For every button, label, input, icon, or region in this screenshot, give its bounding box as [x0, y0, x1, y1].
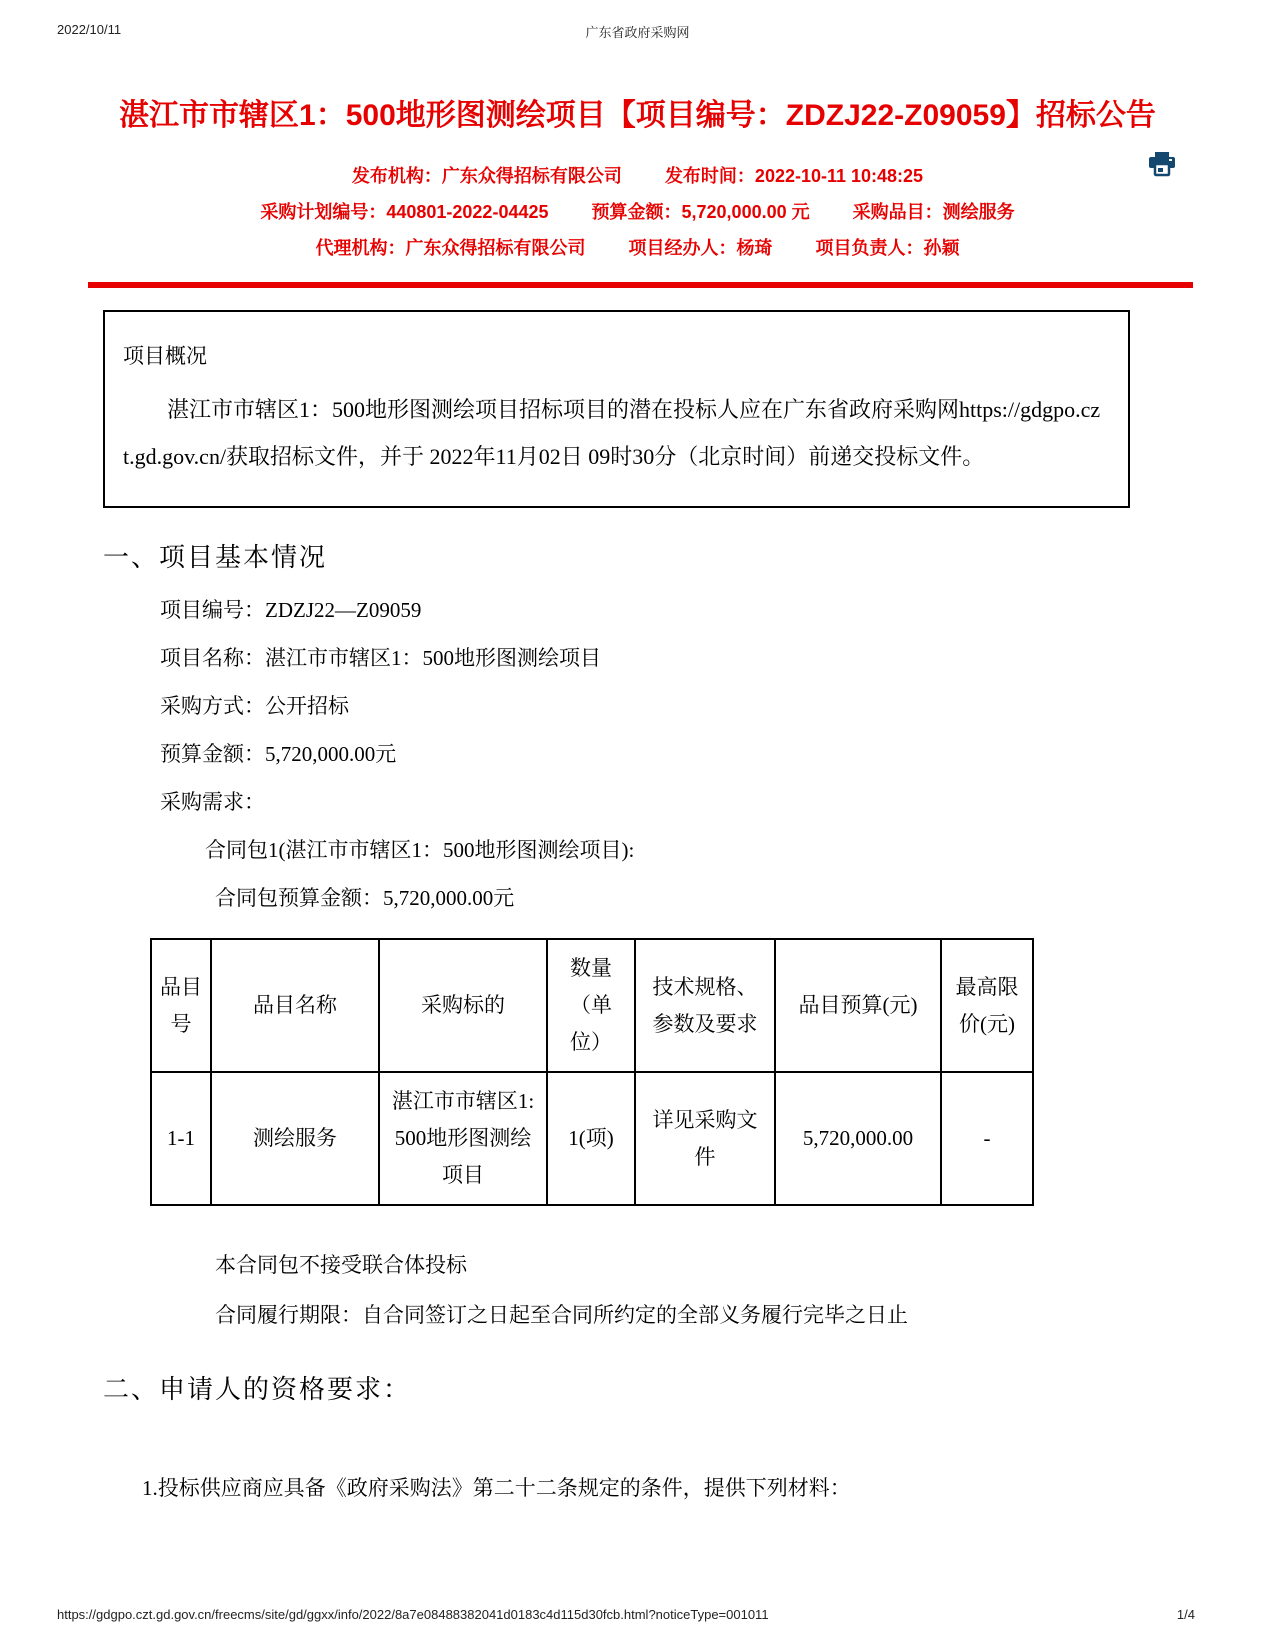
- note-no-consortium: 本合同包不接受联合体投标: [215, 1253, 467, 1277]
- meta-item: 发布时间：2022-10-11 10:48:25: [664, 166, 924, 186]
- table-header-cell: 数量（单位）: [547, 939, 635, 1072]
- printer-icon[interactable]: [1148, 151, 1176, 177]
- info-item-method: 采购方式：公开招标: [160, 694, 349, 718]
- table-cell-spec: 详见采购文件: [635, 1072, 775, 1205]
- info-item-project-name: 项目名称：湛江市市辖区1：500地形图测绘项目: [160, 646, 601, 670]
- basic-info-list: [0, 586, 1275, 922]
- table-header-row: [151, 939, 1033, 1072]
- table-header-cell: 品目名称: [211, 939, 379, 1072]
- table-cell-budget: 5,720,000.00: [775, 1072, 941, 1205]
- table-header-cell: 采购标的: [379, 939, 547, 1072]
- table-header-cell: 技术规格、参数及要求: [635, 939, 775, 1072]
- table-cell-max-price: -: [941, 1072, 1033, 1205]
- table-cell-item-name: 测绘服务: [211, 1072, 379, 1205]
- notice-meta: [0, 158, 1275, 266]
- table-header-cell: 品目预算(元): [775, 939, 941, 1072]
- table-cell-item-no: 1-1: [151, 1072, 211, 1205]
- info-item-budget: 预算金额：5,720,000.00元: [160, 742, 397, 766]
- section-heading-basic-info: 一、项目基本情况: [103, 543, 328, 572]
- table-cell-quantity: 1(项): [547, 1072, 635, 1205]
- page-number: 1/4: [1176, 1607, 1195, 1622]
- table-row: [151, 1072, 1033, 1205]
- footer-url: https://gdgpo.czt.gd.gov.cn/freecms/site/gd/ggxx/info/2022/8a7e08488382041d0183c4d115d30fcb.html?noticeType=001011: [57, 1607, 769, 1622]
- meta-line: [0, 230, 1275, 266]
- items-table: [150, 938, 1034, 1206]
- section-heading-qualification: 二、申请人的资格要求：: [103, 1375, 412, 1404]
- meta-item: 项目经办人：杨琦: [628, 238, 773, 258]
- overview-heading: 项目概况: [123, 344, 207, 368]
- meta-line: [0, 158, 1275, 194]
- info-item-project-no: 项目编号：ZDZJ22—Z09059: [160, 598, 422, 622]
- table-header-cell: 最高限价(元): [941, 939, 1033, 1072]
- meta-item: 采购计划编号：440801-2022-04425: [260, 202, 549, 222]
- meta-item: 预算金额：5,720,000.00 元: [591, 202, 810, 222]
- package-budget: 合同包预算金额：5,720,000.00元: [215, 886, 515, 910]
- notice-title: 湛江市市辖区1：500地形图测绘项目【项目编号：ZDZJ22-Z09059】招标公告: [119, 99, 1156, 132]
- red-divider: [88, 282, 1193, 288]
- meta-item: 项目负责人：孙颖: [815, 238, 960, 258]
- package-line: 合同包1(湛江市市辖区1：500地形图测绘项目):: [205, 838, 635, 862]
- meta-line: [0, 194, 1275, 230]
- overview-paragraph: 湛江市市辖区1：500地形图测绘项目招标项目的潜在投标人应在广东省政府采购网https://gdgpo.czt.gd.gov.cn/获取招标文件，并于 2022年11月02日 09时30分（北京时间）前递交投标文件。: [123, 397, 1101, 469]
- table-cell-target: 湛江市市辖区1:500地形图测绘项目: [379, 1072, 547, 1205]
- meta-item: 发布机构：广东众得招标有限公司: [351, 166, 622, 186]
- note-contract-term: 合同履行期限：自合同签订之日起至合同所约定的全部义务履行完毕之日止: [215, 1303, 908, 1327]
- site-title: 广东省政府采购网: [585, 25, 690, 40]
- contract-notes: [0, 1240, 1275, 1340]
- table-header-cell: 品目号: [151, 939, 211, 1072]
- requirement-item: 1.投标供应商应具备《政府采购法》第二十二条规定的条件，提供下列材料：: [142, 1476, 851, 1500]
- meta-item: 采购品目：测绘服务: [852, 202, 1015, 222]
- meta-item: 代理机构：广东众得招标有限公司: [315, 238, 586, 258]
- info-item-demand: 采购需求：: [160, 790, 265, 814]
- print-date: 2022/10/11: [57, 22, 122, 37]
- overview-box: [103, 310, 1130, 508]
